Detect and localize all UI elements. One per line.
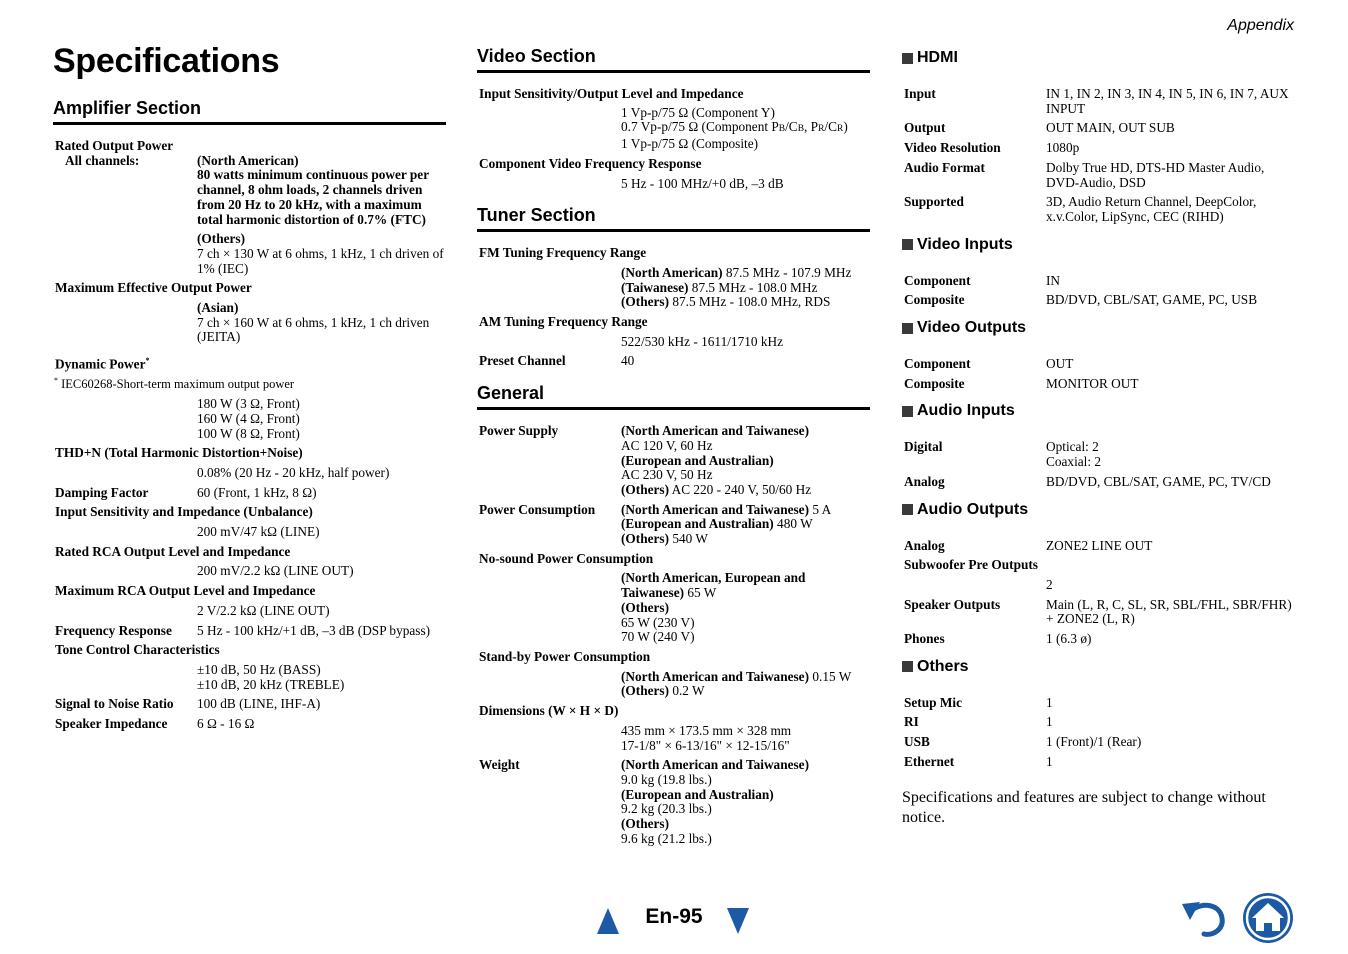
region-value: AC 120 V, 60 Hz bbox=[621, 437, 713, 453]
bullet-square-icon bbox=[902, 323, 913, 334]
spec-row bbox=[477, 106, 870, 152]
value-line: 160 W (4 Ω, Front) bbox=[197, 410, 300, 426]
value-line bbox=[621, 483, 870, 498]
value-text: /C bbox=[824, 119, 837, 135]
spec-value bbox=[621, 571, 870, 645]
footnote-mark: * bbox=[54, 376, 58, 386]
spec-value: BD/DVD, CBL/SAT, GAME, PC, TV/CD bbox=[1046, 473, 1271, 489]
spec-row bbox=[53, 564, 446, 579]
spec-row bbox=[477, 650, 870, 665]
appendix-label: Appendix bbox=[1227, 17, 1294, 34]
spec-value: OUT MAIN, OUT SUB bbox=[1046, 120, 1175, 136]
spec-row bbox=[902, 274, 1296, 289]
spec-row bbox=[53, 354, 446, 372]
spec-value bbox=[197, 397, 446, 441]
spec-value: 1 (Front)/1 (Rear) bbox=[1046, 734, 1142, 750]
spec-label: Phones bbox=[904, 631, 945, 647]
home-icon[interactable] bbox=[1242, 892, 1294, 944]
spec-label: Input bbox=[904, 86, 936, 101]
spec-row bbox=[902, 141, 1296, 156]
spec-label: Supported bbox=[904, 194, 964, 210]
region-value: 7 ch × 160 W at 6 ohms, 1 kHz, 1 ch driven (JEITA) bbox=[197, 314, 430, 345]
spec-row bbox=[477, 246, 870, 261]
hdmi-heading bbox=[902, 49, 1296, 67]
change-notice: Specifications and features are subject to change without notice. bbox=[902, 788, 1266, 826]
value-line: 100 W (8 Ω, Front) bbox=[197, 425, 300, 441]
value-line bbox=[621, 684, 870, 699]
spec-label: THD+N (Total Harmonic Distortion+Noise) bbox=[55, 445, 303, 461]
spec-value bbox=[621, 106, 870, 152]
value-line: 435 mm × 173.5 mm × 328 mm bbox=[621, 722, 792, 738]
page-title: Specifications bbox=[53, 42, 280, 80]
spec-value bbox=[621, 503, 870, 547]
value-line bbox=[621, 517, 870, 532]
value-line bbox=[621, 670, 870, 685]
spec-label: Input Sensitivity and Impedance (Unbalance) bbox=[55, 504, 313, 520]
region-value: 9.6 kg (21.2 lbs.) bbox=[621, 830, 712, 846]
spec-row bbox=[902, 195, 1296, 224]
spec-row bbox=[53, 697, 446, 712]
value-line: 65 W (230 V) bbox=[621, 614, 695, 630]
spec-row bbox=[902, 87, 1296, 116]
value-text: ) bbox=[843, 119, 848, 135]
spec-label: Rated Output Power bbox=[55, 138, 174, 153]
spec-value: 1080p bbox=[1046, 140, 1080, 156]
spec-label: USB bbox=[904, 734, 930, 750]
value-line: ±10 dB, 50 Hz (BASS) bbox=[197, 661, 321, 677]
region-value: 65 W bbox=[684, 585, 717, 601]
value-line bbox=[621, 281, 870, 296]
spec-value: 0.08% (20 Hz - 20 kHz, half power) bbox=[197, 464, 390, 480]
spec-row bbox=[53, 545, 446, 560]
spec-row bbox=[902, 539, 1296, 554]
spec-label: Maximum RCA Output Level and Impedance bbox=[55, 583, 316, 599]
spec-row bbox=[53, 505, 446, 520]
region-label: (Others) bbox=[197, 231, 245, 247]
spec-row bbox=[477, 157, 870, 172]
spec-value: 60 (Front, 1 kHz, 8 Ω) bbox=[197, 484, 317, 500]
spec-row bbox=[902, 755, 1296, 770]
spec-label: Setup Mic bbox=[904, 694, 962, 710]
region-value: 9.2 kg (20.3 lbs.) bbox=[621, 801, 712, 817]
spec-row bbox=[902, 377, 1296, 392]
audio-outputs-heading bbox=[902, 501, 1296, 519]
spec-row bbox=[53, 301, 446, 345]
spec-row bbox=[53, 604, 446, 619]
spec-label: Dimensions (W × H × D) bbox=[479, 703, 619, 719]
spec-label: Analog bbox=[904, 473, 945, 489]
spec-value bbox=[621, 266, 870, 310]
region-label: (North American and Taiwanese) bbox=[621, 501, 810, 517]
footnote-text: IEC60268-Short-term maximum output power bbox=[61, 377, 295, 392]
spec-label: All channels: bbox=[65, 152, 140, 168]
spec-label: No-sound Power Consumption bbox=[479, 550, 654, 566]
spec-label: Weight bbox=[479, 757, 520, 773]
spec-value bbox=[621, 424, 870, 498]
spec-value: 5 Hz - 100 MHz/+0 dB, –3 dB bbox=[621, 175, 784, 191]
region-label: (North American) bbox=[621, 264, 723, 280]
region-label: (European and Australian) bbox=[621, 516, 774, 532]
spec-label: Rated RCA Output Level and Impedance bbox=[55, 543, 291, 559]
subheading-text: Audio Outputs bbox=[917, 500, 1029, 518]
bullet-square-icon bbox=[902, 661, 913, 672]
spec-value: 1 bbox=[1046, 714, 1053, 730]
spec-label: Composite bbox=[904, 292, 965, 308]
spec-row bbox=[902, 440, 1296, 469]
spec-row bbox=[53, 397, 446, 441]
spec-row bbox=[53, 584, 446, 599]
spec-label: Input Sensitivity/Output Level and Impedance bbox=[479, 86, 744, 101]
spec-row bbox=[902, 357, 1296, 372]
spec-row bbox=[53, 663, 446, 692]
value-line bbox=[621, 295, 870, 310]
region-label: (North American and Taiwanese) bbox=[621, 423, 810, 439]
spec-label: RI bbox=[904, 714, 919, 730]
subheading-text: Video Inputs bbox=[917, 235, 1013, 253]
spec-row bbox=[53, 643, 446, 658]
general-section-heading: General bbox=[477, 383, 870, 410]
spec-row bbox=[53, 139, 446, 154]
region-value: 480 W bbox=[773, 516, 813, 532]
spec-row bbox=[477, 424, 870, 498]
spec-row bbox=[902, 558, 1296, 573]
spec-row bbox=[902, 598, 1296, 627]
bullet-square-icon bbox=[902, 239, 913, 250]
spec-label: Component Video Frequency Response bbox=[479, 155, 702, 171]
spec-row bbox=[902, 632, 1296, 647]
region-label: (Others) bbox=[621, 816, 669, 832]
spec-row bbox=[477, 571, 870, 645]
video-section-heading: Video Section bbox=[477, 46, 870, 73]
spec-value bbox=[197, 154, 446, 277]
value-line bbox=[621, 266, 870, 281]
spec-row bbox=[902, 715, 1296, 730]
subheading-text: Video Outputs bbox=[917, 319, 1027, 337]
dynamic-power-label: Dynamic Power bbox=[55, 356, 146, 372]
value-line: 17-1/8" × 6-13/16" × 12-15/16" bbox=[621, 737, 790, 753]
region-label: (European and Australian) bbox=[621, 786, 774, 802]
region-label: (Others) bbox=[621, 599, 669, 615]
video-outputs-heading bbox=[902, 319, 1296, 337]
spec-value: 1 bbox=[1046, 753, 1053, 769]
spec-label: Ethernet bbox=[904, 753, 955, 769]
video-tuner-general-column bbox=[477, 46, 870, 851]
spec-row bbox=[477, 670, 870, 699]
spec-value: IN bbox=[1046, 272, 1061, 288]
amplifier-column bbox=[53, 98, 446, 737]
tuner-section-heading: Tuner Section bbox=[477, 205, 870, 232]
spec-label: Maximum Effective Output Power bbox=[55, 280, 252, 296]
region-value: 0.15 W bbox=[809, 668, 852, 684]
spec-label: Output bbox=[904, 120, 946, 136]
spec-row bbox=[53, 486, 446, 501]
spec-value bbox=[197, 663, 446, 692]
region-label: (European and Australian) bbox=[621, 452, 774, 468]
spec-row bbox=[53, 281, 446, 296]
value-line: 70 W (240 V) bbox=[621, 629, 695, 645]
spec-label: Tone Control Characteristics bbox=[55, 642, 220, 658]
region-value: AC 220 - 240 V, 50/60 Hz bbox=[669, 481, 812, 497]
spec-label: Composite bbox=[904, 375, 965, 391]
spec-label: Speaker Impedance bbox=[55, 716, 168, 732]
subscript: B bbox=[778, 124, 786, 135]
spec-label: Preset Channel bbox=[479, 353, 566, 369]
region-label: (Others) bbox=[621, 481, 669, 497]
spec-label: AM Tuning Frequency Range bbox=[479, 314, 648, 330]
region-value: 9.0 kg (19.8 lbs.) bbox=[621, 771, 712, 787]
footnote bbox=[53, 374, 446, 392]
spec-row bbox=[477, 315, 870, 330]
region-value: 7 ch × 130 W at 6 ohms, 1 kHz, 1 ch driven of 1% (IEC) bbox=[197, 245, 444, 276]
value-line: Coaxial: 2 bbox=[1046, 454, 1102, 470]
value-text: , P bbox=[804, 119, 819, 135]
spec-value: 100 dB (LINE, IHF-A) bbox=[197, 696, 321, 712]
region-label: (Taiwanese) bbox=[621, 279, 689, 295]
spec-label: Power Supply bbox=[479, 423, 559, 439]
back-icon[interactable] bbox=[1180, 896, 1230, 938]
subscript: B bbox=[797, 124, 805, 135]
region-value: 5 A bbox=[809, 501, 832, 517]
spec-value: BD/DVD, CBL/SAT, GAME, PC, USB bbox=[1046, 292, 1258, 308]
spec-label: Audio Format bbox=[904, 159, 985, 175]
video-inputs-heading bbox=[902, 236, 1296, 254]
spec-row bbox=[53, 446, 446, 461]
spec-value: 200 mV/2.2 kΩ (LINE OUT) bbox=[197, 563, 354, 579]
spec-row bbox=[902, 735, 1296, 750]
page-number: En-95 bbox=[645, 905, 703, 928]
spec-value: MONITOR OUT bbox=[1046, 375, 1139, 391]
subscript: R bbox=[818, 124, 825, 135]
bullet-square-icon bbox=[902, 53, 913, 64]
subheading-text: HDMI bbox=[917, 49, 958, 66]
spec-row bbox=[53, 717, 446, 732]
spec-row bbox=[902, 293, 1296, 308]
region-value: 80 watts minimum continuous power per channel, 8 ohm loads, 2 channels driven from 20 Hz to 20 kHz, with a maximum total harmonic distortion of 0.7% (FTC) bbox=[197, 167, 429, 227]
region-label: (North American and Taiwanese) bbox=[621, 757, 810, 773]
region-label: (Asian) bbox=[197, 300, 239, 316]
spec-value: OUT bbox=[1046, 356, 1074, 372]
spec-value: 522/530 kHz - 1611/1710 kHz bbox=[621, 333, 784, 349]
value-line: 1 Vp-p/75 Ω (Composite) bbox=[621, 136, 759, 152]
next-page-icon[interactable] bbox=[727, 908, 749, 934]
spec-row bbox=[477, 552, 870, 567]
region-label: (Others) bbox=[621, 683, 669, 699]
spec-label: Signal to Noise Ratio bbox=[55, 696, 174, 712]
spec-label: Subwoofer Pre Outputs bbox=[904, 557, 1038, 573]
spec-row bbox=[477, 177, 870, 192]
spec-value: 40 bbox=[621, 353, 635, 369]
spec-row bbox=[902, 161, 1296, 190]
spec-value: 6 Ω - 16 Ω bbox=[197, 716, 255, 732]
spec-label: Frequency Response bbox=[55, 622, 172, 638]
value-line: ±10 dB, 20 kHz (TREBLE) bbox=[197, 676, 345, 692]
spec-row bbox=[902, 696, 1296, 711]
connectors-column bbox=[902, 46, 1296, 828]
subheading-text: Others bbox=[917, 657, 969, 675]
region-value: 540 W bbox=[669, 531, 708, 547]
value-line bbox=[621, 532, 870, 547]
value-line: 1 Vp-p/75 Ω (Component Y) bbox=[621, 104, 775, 120]
spec-value: 5 Hz - 100 kHz/+1 dB, –3 dB (DSP bypass) bbox=[197, 622, 431, 638]
spec-value bbox=[621, 724, 870, 753]
spec-label: Digital bbox=[904, 439, 943, 455]
spec-value: IN 1, IN 2, IN 3, IN 4, IN 5, IN 6, IN 7, AUX INPUT bbox=[1046, 86, 1289, 116]
value-line bbox=[621, 120, 870, 137]
spec-row bbox=[53, 466, 446, 481]
spec-label: FM Tuning Frequency Range bbox=[479, 245, 647, 261]
footnote-mark: * bbox=[145, 356, 150, 366]
spec-value bbox=[621, 758, 870, 846]
spec-value: Main (L, R, C, SL, SR, SBL/FHL, SBR/FHR) + ZONE2 (L, R) bbox=[1046, 596, 1292, 627]
spec-row bbox=[53, 624, 446, 639]
spec-label: Speaker Outputs bbox=[904, 596, 1001, 612]
spec-row bbox=[902, 475, 1296, 490]
region-label: (Others) bbox=[621, 294, 669, 310]
region-label: (North American, European and Taiwanese) bbox=[621, 570, 806, 601]
spec-value: 1 bbox=[1046, 694, 1053, 710]
amplifier-section-heading: Amplifier Section bbox=[53, 98, 446, 125]
spec-label: Damping Factor bbox=[55, 484, 149, 500]
spec-value: 2 bbox=[1046, 576, 1053, 592]
spec-value bbox=[197, 301, 446, 345]
value-line bbox=[621, 503, 870, 518]
subscript: R bbox=[837, 124, 844, 135]
value-line: 180 W (3 Ω, Front) bbox=[197, 396, 300, 412]
spec-label bbox=[53, 354, 149, 372]
spec-label: Component bbox=[904, 356, 971, 372]
region-label: (Others) bbox=[621, 531, 669, 547]
spec-value: ZONE2 LINE OUT bbox=[1046, 537, 1153, 553]
spec-value: 2 V/2.2 kΩ (LINE OUT) bbox=[197, 602, 330, 618]
region-value: 87.5 MHz - 108.0 MHz, RDS bbox=[669, 294, 831, 310]
region-value: AC 230 V, 50 Hz bbox=[621, 467, 713, 483]
spec-label: Component bbox=[904, 272, 971, 288]
subheading-text: Audio Inputs bbox=[917, 402, 1015, 420]
value-line bbox=[621, 571, 870, 600]
spec-value: 3D, Audio Return Channel, DeepColor, x.v.Color, LipSync, CEC (RIHD) bbox=[1046, 194, 1257, 224]
audio-inputs-heading bbox=[902, 402, 1296, 420]
bullet-square-icon bbox=[902, 406, 913, 417]
spec-value bbox=[1046, 440, 1296, 469]
value-text: /C bbox=[785, 119, 798, 135]
spec-label: Video Resolution bbox=[904, 140, 1001, 156]
value-line: Optical: 2 bbox=[1046, 439, 1099, 455]
spec-row bbox=[53, 525, 446, 540]
spec-row bbox=[477, 503, 870, 547]
spec-row bbox=[477, 266, 870, 310]
spec-row bbox=[53, 154, 446, 277]
spec-row bbox=[477, 354, 870, 369]
previous-page-icon[interactable] bbox=[597, 908, 619, 934]
region-label: (North American) bbox=[197, 152, 299, 168]
region-value: 87.5 MHz - 108.0 MHz bbox=[688, 279, 818, 295]
spec-row bbox=[477, 758, 870, 846]
spec-value: 200 mV/47 kΩ (LINE) bbox=[197, 524, 320, 540]
value-text: 0.7 Vp-p/75 Ω (Component P bbox=[621, 119, 779, 135]
spec-row bbox=[477, 335, 870, 350]
spec-value: 1 (6.3 ø) bbox=[1046, 631, 1092, 647]
spec-label: Analog bbox=[904, 537, 945, 553]
region-value: 87.5 MHz - 107.9 MHz bbox=[722, 264, 852, 280]
bullet-square-icon bbox=[902, 504, 913, 515]
spec-label: Power Consumption bbox=[479, 501, 596, 517]
spec-row bbox=[902, 121, 1296, 136]
others-heading bbox=[902, 658, 1296, 676]
spec-row bbox=[477, 87, 870, 102]
spec-value: Dolby True HD, DTS-HD Master Audio, DVD-Audio, DSD bbox=[1046, 159, 1265, 190]
spec-value bbox=[621, 670, 870, 699]
spec-row bbox=[477, 704, 870, 719]
region-label: (North American and Taiwanese) bbox=[621, 668, 810, 684]
spec-row bbox=[477, 724, 870, 753]
spec-label: Stand-by Power Consumption bbox=[479, 648, 651, 664]
region-value: 0.2 W bbox=[669, 683, 705, 699]
spec-row bbox=[902, 578, 1296, 593]
